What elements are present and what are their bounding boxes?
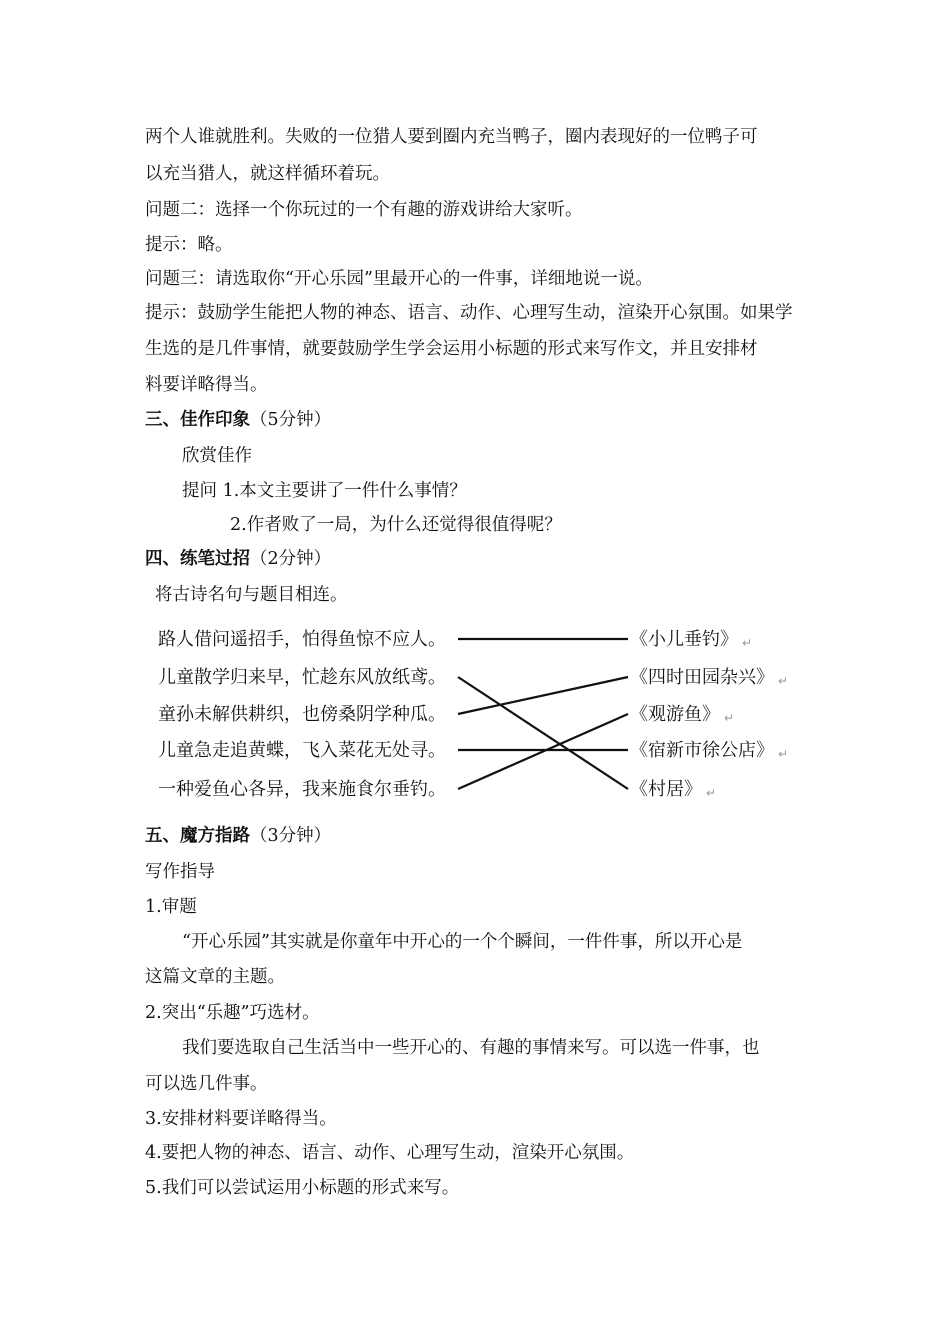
paragraph-line: 料要详略得当。: [145, 375, 268, 395]
paragraph-mark-icon: ↵: [742, 636, 753, 650]
paragraph-line: 生选的是几件事情，就要鼓励学生学会运用小标题的形式来写作文，并且安排材: [145, 339, 758, 359]
poem-verse: 童孙未解供耕织，也傍桑阴学种瓜。: [158, 704, 446, 725]
guide-item: 2.突出“乐趣”巧选材。: [145, 1003, 320, 1023]
hint-line: 提示：略。: [145, 235, 233, 255]
section-time: （2分钟）: [250, 549, 332, 569]
poem-title: 《村居》: [630, 779, 702, 800]
writing-guide-title: 写作指导: [145, 862, 215, 882]
guide-text: 这篇文章的主题。: [145, 967, 285, 987]
poem-title: 《观游鱼》: [630, 704, 720, 725]
connector-line: [458, 677, 628, 714]
poem-title: 《宿新市徐公店》: [630, 740, 774, 761]
guide-item: 5.我们可以尝试运用小标题的形式来写。: [145, 1178, 460, 1198]
section-title: 四、练笔过招: [145, 549, 250, 569]
appreciation-label: 欣赏佳作: [182, 446, 252, 466]
guide-text: 可以选几件事。: [145, 1074, 268, 1094]
hint-line: 提示：鼓励学生能把人物的神态、语言、动作、心理写生动，渲染开心氛围。如果学: [145, 303, 793, 323]
connector-line: [458, 677, 628, 789]
paragraph-mark-icon: ↵: [778, 747, 789, 761]
question-three: 问题三：请选取你“开心乐园”里最开心的一件事，详细地说一说。: [145, 269, 653, 289]
question-two: 问题二：选择一个你玩过的一个有趣的游戏讲给大家听。: [145, 200, 583, 220]
guide-text: “开心乐园”其实就是你童年中开心的一个个瞬间，一件件事，所以开心是: [182, 932, 743, 952]
section-heading-5: [145, 824, 331, 848]
poem-verse: 儿童散学归来早，忙趁东风放纸鸢。: [158, 667, 446, 688]
section-time: （5分钟）: [250, 410, 332, 430]
question-line: 2.作者败了一局，为什么还觉得很值得呢？: [230, 515, 562, 535]
paragraph-mark-icon: ↵: [778, 674, 789, 688]
paragraph-line: 两个人谁就胜利。失败的一位猎人要到圈内充当鸭子，圈内表现好的一位鸭子可: [145, 127, 758, 147]
section-title: 五、魔方指路: [145, 826, 250, 846]
connector-line: [458, 714, 628, 789]
poem-verse: 儿童急走追黄蝶，飞入菜花无处寻。: [158, 740, 446, 761]
paragraph-mark-icon: ↵: [724, 711, 735, 725]
guide-item: 4.要把人物的神态、语言、动作、心理写生动，渲染开心氛围。: [145, 1143, 635, 1163]
matching-instruction: 将古诗名句与题目相连。: [155, 585, 348, 605]
guide-text: 我们要选取自己生活当中一些开心的、有趣的事情来写。可以选一件事，也: [182, 1038, 760, 1058]
paragraph-mark-icon: ↵: [706, 786, 717, 800]
question-line: 提问 1.本文主要讲了一件什么事情？: [182, 481, 467, 501]
poem-verse: 路人借问遥招手，怕得鱼惊不应人。: [158, 629, 446, 650]
section-title: 三、佳作印象: [145, 410, 250, 430]
poem-title: 《小儿垂钓》: [630, 629, 738, 650]
paragraph-line: 以充当猎人，就这样循环着玩。: [145, 164, 390, 184]
guide-item: 1.审题: [145, 897, 197, 917]
poem-title: 《四时田园杂兴》: [630, 667, 774, 688]
guide-item: 3.安排材料要详略得当。: [145, 1109, 337, 1129]
poem-verse: 一种爱鱼心各异，我来施食尔垂钓。: [158, 779, 446, 800]
section-time: （3分钟）: [250, 826, 332, 846]
